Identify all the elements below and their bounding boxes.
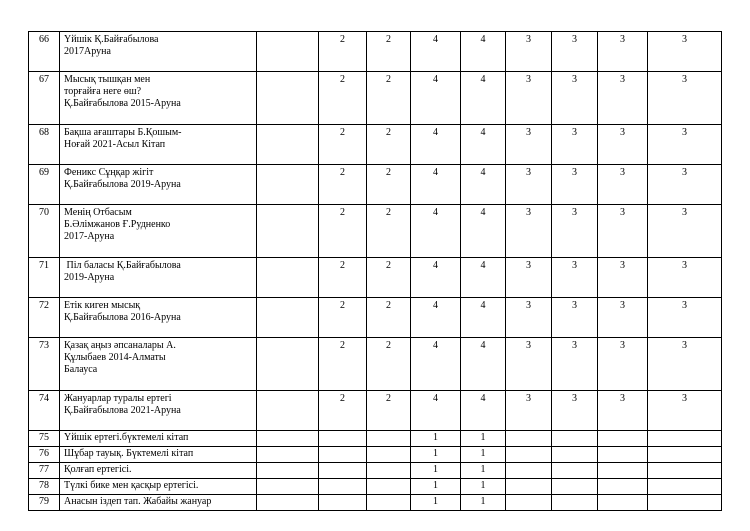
value-cell xyxy=(648,463,722,479)
value-cell: 1 xyxy=(461,495,506,511)
value-cell xyxy=(648,447,722,463)
value-cell: 2 xyxy=(319,125,367,165)
table-row xyxy=(29,298,722,338)
value-cell: 3 xyxy=(598,391,648,431)
book-title: Феникс Сұңқар жігіт Қ.Байғабылова 2019-Аруна xyxy=(60,165,257,205)
table-row xyxy=(29,258,722,298)
value-cell: 4 xyxy=(461,338,506,391)
value-cell: 2 xyxy=(367,298,411,338)
value-cell: 2 xyxy=(319,391,367,431)
value-cell: 2 xyxy=(367,338,411,391)
value-cell: 2 xyxy=(367,205,411,258)
value-cell xyxy=(598,479,648,495)
value-cell xyxy=(506,463,552,479)
empty-cell xyxy=(257,447,319,463)
value-cell xyxy=(598,447,648,463)
book-title: Жануарлар туралы ертегі Қ.Байғабылова 2021-Аруна xyxy=(60,391,257,431)
value-cell: 4 xyxy=(411,298,461,338)
book-title: Үйшік ертегі.бүктемелі кітап xyxy=(60,431,257,447)
value-cell: 3 xyxy=(552,298,598,338)
empty-cell xyxy=(257,165,319,205)
empty-cell xyxy=(257,431,319,447)
row-number: 66 xyxy=(29,32,60,72)
value-cell: 4 xyxy=(461,205,506,258)
empty-cell xyxy=(257,495,319,511)
value-cell: 3 xyxy=(552,125,598,165)
row-number: 75 xyxy=(29,431,60,447)
value-cell xyxy=(367,463,411,479)
value-cell: 2 xyxy=(367,32,411,72)
value-cell: 3 xyxy=(552,338,598,391)
value-cell xyxy=(598,431,648,447)
book-title: Етік киген мысық Қ.Байғабылова 2016-Аруна xyxy=(60,298,257,338)
book-title: Піл баласы Қ.Байғабылова 2019-Аруна xyxy=(60,258,257,298)
book-title: Бақша ағаштары Б.Қошым- Ноғай 2021-Асыл Кітап xyxy=(60,125,257,165)
value-cell: 4 xyxy=(461,298,506,338)
value-cell xyxy=(648,431,722,447)
value-cell: 1 xyxy=(411,447,461,463)
value-cell: 4 xyxy=(461,165,506,205)
row-number: 76 xyxy=(29,447,60,463)
row-number: 67 xyxy=(29,72,60,125)
value-cell: 3 xyxy=(598,32,648,72)
book-title: Менің Отбасым Б.Әлімжанов Ғ.Рудненко 2017-Аруна xyxy=(60,205,257,258)
value-cell: 1 xyxy=(411,431,461,447)
value-cell: 3 xyxy=(598,258,648,298)
table-row xyxy=(29,495,722,511)
value-cell: 2 xyxy=(319,165,367,205)
table-row xyxy=(29,32,722,72)
value-cell: 3 xyxy=(648,298,722,338)
row-number: 74 xyxy=(29,391,60,431)
row-number: 73 xyxy=(29,338,60,391)
row-number: 69 xyxy=(29,165,60,205)
value-cell: 3 xyxy=(648,258,722,298)
empty-cell xyxy=(257,205,319,258)
value-cell: 3 xyxy=(506,32,552,72)
value-cell: 3 xyxy=(506,391,552,431)
value-cell: 2 xyxy=(319,338,367,391)
value-cell: 3 xyxy=(552,165,598,205)
row-number: 70 xyxy=(29,205,60,258)
value-cell: 2 xyxy=(367,72,411,125)
value-cell xyxy=(319,463,367,479)
value-cell: 3 xyxy=(648,125,722,165)
empty-cell xyxy=(257,72,319,125)
table-row xyxy=(29,391,722,431)
value-cell: 3 xyxy=(598,298,648,338)
value-cell: 1 xyxy=(411,479,461,495)
value-cell xyxy=(506,431,552,447)
book-title: Қолғап ертегісі. xyxy=(60,463,257,479)
value-cell xyxy=(319,447,367,463)
value-cell: 4 xyxy=(461,125,506,165)
value-cell: 1 xyxy=(461,479,506,495)
book-inventory-table xyxy=(28,31,722,511)
value-cell xyxy=(319,495,367,511)
value-cell: 2 xyxy=(367,165,411,205)
value-cell: 3 xyxy=(648,32,722,72)
value-cell: 1 xyxy=(411,495,461,511)
value-cell: 3 xyxy=(598,205,648,258)
value-cell xyxy=(598,495,648,511)
value-cell: 3 xyxy=(598,165,648,205)
value-cell xyxy=(367,495,411,511)
table-row xyxy=(29,205,722,258)
book-title: Мысық тышқан мен торғайға неге өш? Қ.Байғабылова 2015-Аруна xyxy=(60,72,257,125)
value-cell: 3 xyxy=(506,125,552,165)
row-number: 79 xyxy=(29,495,60,511)
table-body xyxy=(29,32,722,511)
value-cell: 4 xyxy=(411,165,461,205)
value-cell xyxy=(598,463,648,479)
value-cell: 2 xyxy=(319,32,367,72)
value-cell: 1 xyxy=(461,463,506,479)
value-cell: 3 xyxy=(552,391,598,431)
empty-cell xyxy=(257,463,319,479)
value-cell: 3 xyxy=(648,165,722,205)
value-cell: 4 xyxy=(461,72,506,125)
value-cell: 4 xyxy=(411,125,461,165)
value-cell: 3 xyxy=(506,72,552,125)
table-row xyxy=(29,125,722,165)
value-cell: 3 xyxy=(552,32,598,72)
value-cell: 2 xyxy=(319,298,367,338)
value-cell: 2 xyxy=(367,125,411,165)
value-cell xyxy=(367,447,411,463)
table-row xyxy=(29,431,722,447)
row-number: 78 xyxy=(29,479,60,495)
row-number: 72 xyxy=(29,298,60,338)
empty-cell xyxy=(257,391,319,431)
value-cell xyxy=(552,447,598,463)
value-cell: 3 xyxy=(552,72,598,125)
value-cell: 4 xyxy=(411,338,461,391)
value-cell: 4 xyxy=(411,391,461,431)
book-title: Анасын іздеп тап. Жабайы жануар xyxy=(60,495,257,511)
table-row xyxy=(29,338,722,391)
value-cell: 3 xyxy=(506,298,552,338)
empty-cell xyxy=(257,338,319,391)
value-cell xyxy=(367,479,411,495)
value-cell: 3 xyxy=(552,258,598,298)
value-cell: 4 xyxy=(411,32,461,72)
value-cell: 1 xyxy=(411,463,461,479)
value-cell: 3 xyxy=(552,205,598,258)
value-cell: 3 xyxy=(648,391,722,431)
table-row xyxy=(29,72,722,125)
empty-cell xyxy=(257,32,319,72)
value-cell: 3 xyxy=(506,205,552,258)
value-cell: 1 xyxy=(461,447,506,463)
value-cell: 4 xyxy=(411,205,461,258)
empty-cell xyxy=(257,479,319,495)
value-cell: 2 xyxy=(319,258,367,298)
value-cell: 2 xyxy=(367,391,411,431)
value-cell: 3 xyxy=(648,338,722,391)
value-cell: 2 xyxy=(319,205,367,258)
value-cell xyxy=(552,463,598,479)
table-row xyxy=(29,447,722,463)
empty-cell xyxy=(257,258,319,298)
book-title: Қазақ аңыз әпсаналары А. Құлыбаев 2014-Алматы Балауса xyxy=(60,338,257,391)
value-cell: 3 xyxy=(506,258,552,298)
value-cell xyxy=(648,479,722,495)
value-cell xyxy=(506,447,552,463)
value-cell: 4 xyxy=(411,72,461,125)
empty-cell xyxy=(257,298,319,338)
value-cell: 3 xyxy=(506,165,552,205)
value-cell: 2 xyxy=(367,258,411,298)
value-cell: 2 xyxy=(319,72,367,125)
value-cell: 3 xyxy=(648,205,722,258)
book-title: Шұбар тауық. Бүктемелі кітап xyxy=(60,447,257,463)
value-cell xyxy=(367,431,411,447)
value-cell xyxy=(319,431,367,447)
value-cell xyxy=(648,495,722,511)
row-number: 77 xyxy=(29,463,60,479)
value-cell: 1 xyxy=(461,431,506,447)
table-row xyxy=(29,165,722,205)
value-cell xyxy=(506,479,552,495)
value-cell xyxy=(552,431,598,447)
value-cell: 4 xyxy=(461,391,506,431)
value-cell: 4 xyxy=(461,32,506,72)
value-cell: 3 xyxy=(598,338,648,391)
table-row xyxy=(29,479,722,495)
value-cell xyxy=(552,495,598,511)
row-number: 68 xyxy=(29,125,60,165)
row-number: 71 xyxy=(29,258,60,298)
value-cell: 3 xyxy=(598,125,648,165)
table-row xyxy=(29,463,722,479)
empty-cell xyxy=(257,125,319,165)
value-cell xyxy=(319,479,367,495)
book-title: Түлкі бике мен қасқыр ертегісі. xyxy=(60,479,257,495)
value-cell: 3 xyxy=(648,72,722,125)
value-cell xyxy=(552,479,598,495)
value-cell: 3 xyxy=(598,72,648,125)
value-cell: 3 xyxy=(506,338,552,391)
value-cell: 4 xyxy=(461,258,506,298)
value-cell xyxy=(506,495,552,511)
value-cell: 4 xyxy=(411,258,461,298)
book-title: Үйшік Қ.Байғабылова 2017Аруна xyxy=(60,32,257,72)
